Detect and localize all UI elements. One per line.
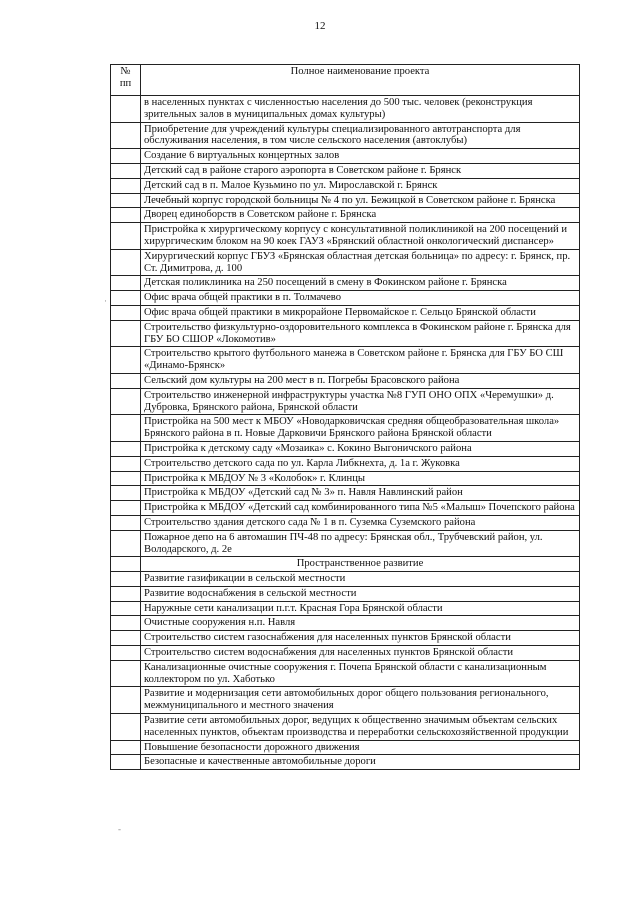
table-row [111, 193, 580, 208]
table-row [111, 208, 580, 223]
table-row [111, 687, 580, 714]
table-row [111, 122, 580, 149]
table-row [111, 456, 580, 471]
row-number-cell [111, 388, 141, 415]
scan-mark: · [104, 296, 107, 306]
project-name: Развитие и модернизация сети автомобильных дорог общего пользования регионального, межмуниципального и местного значения [141, 687, 580, 714]
row-number-cell [111, 586, 141, 601]
table-row [111, 486, 580, 501]
project-table [110, 64, 580, 770]
table-row [111, 149, 580, 164]
row-number-cell [111, 687, 141, 714]
row-number-cell [111, 163, 141, 178]
row-number-cell [111, 572, 141, 587]
row-number-cell [111, 646, 141, 661]
row-number-cell [111, 208, 141, 223]
row-number-cell [111, 193, 141, 208]
table-row [111, 291, 580, 306]
project-name: Строительство физкультурно-оздоровительного комплекса в Фокинском районе г. Брянска для ГБУ БО СШОР «Локомотив» [141, 320, 580, 347]
table-row [111, 373, 580, 388]
project-name: Офис врача общей практики в микрорайоне Первомайское г. Сельцо Брянской области [141, 305, 580, 320]
table-row [111, 347, 580, 374]
project-name: в населенных пунктах с численностью населения до 500 тыс. человек (реконструкция зрительных залов в муниципальных домах культуры) [141, 96, 580, 123]
row-number-cell [111, 96, 141, 123]
table-row [111, 616, 580, 631]
row-number-cell [111, 740, 141, 755]
project-name: Пристройка к МБДОУ «Детский сад № 3» п. Навля Навлинский район [141, 486, 580, 501]
column-header-name: Полное наименование проекта [141, 65, 580, 96]
row-number-cell [111, 149, 141, 164]
table-row [111, 631, 580, 646]
project-name: Повышение безопасности дорожного движения [141, 740, 580, 755]
table-row [111, 320, 580, 347]
row-number-cell [111, 441, 141, 456]
table-header-row [111, 65, 580, 96]
row-number-cell [111, 557, 141, 572]
table-row [111, 530, 580, 557]
project-name: Очистные сооружения н.п. Навля [141, 616, 580, 631]
project-name: Строительство систем водоснабжения для населенных пунктов Брянской области [141, 646, 580, 661]
project-name: Детская поликлиника на 250 посещений в смену в Фокинском районе г. Брянска [141, 276, 580, 291]
row-number-cell [111, 755, 141, 770]
table-row [111, 572, 580, 587]
project-name: Развитие сети автомобильных дорог, ведущих к общественно значимым объектам сельских населенных пунктов, объектам производства и переработки сельскохозяйственной продукции [141, 714, 580, 741]
row-number-cell [111, 456, 141, 471]
row-number-cell [111, 530, 141, 557]
project-name: Детский сад в п. Малое Кузьмино по ул. Мирославской г. Брянск [141, 178, 580, 193]
row-number-cell [111, 320, 141, 347]
scan-mark: - [118, 824, 121, 834]
table-row [111, 755, 580, 770]
project-name: Приобретение для учреждений культуры специализированного автотранспорта для обслуживания населения, в том числе сельского населения (автоклубы) [141, 122, 580, 149]
project-name: Лечебный корпус городской больницы № 4 по ул. Бежицкой в Советском районе г. Брянска [141, 193, 580, 208]
table-body [111, 96, 580, 770]
row-number-cell [111, 276, 141, 291]
project-name: Канализационные очистные сооружения г. Почепа Брянской области с канализационным коллектором по ул. Хаботько [141, 660, 580, 687]
table-row [111, 305, 580, 320]
project-name: Строительство систем газоснабжения для населенных пунктов Брянской области [141, 631, 580, 646]
row-number-cell [111, 373, 141, 388]
project-name: Строительство здания детского сада № 1 в п. Суземка Суземского района [141, 515, 580, 530]
table-row [111, 714, 580, 741]
table-row [111, 601, 580, 616]
project-name: Детский сад в районе старого аэропорта в Советском районе г. Брянск [141, 163, 580, 178]
project-name: Пристройка на 500 мест к МБОУ «Новодарковичская средняя общеобразовательная школа» Брянского района в п. Новые Дарковичи Брянского района Брянской области [141, 415, 580, 442]
row-number-cell [111, 631, 141, 646]
table-row [111, 163, 580, 178]
table-row [111, 441, 580, 456]
table-row [111, 740, 580, 755]
table-row [111, 223, 580, 250]
project-name: Строительство крытого футбольного манежа в Советском районе г. Брянска для ГБУ БО СШ «Динамо-Брянск» [141, 347, 580, 374]
project-name: Строительство инженерной инфраструктуры участка №8 ГУП ОНО ОПХ «Черемушки» д. Дубровка, Брянского района, Брянской области [141, 388, 580, 415]
project-name: Дворец единоборств в Советском районе г. Брянска [141, 208, 580, 223]
table-row [111, 660, 580, 687]
project-name: Пристройка к хирургическому корпусу с консультативной поликлиникой на 200 посещений и хирургическим блоком на 90 коек ГАУЗ «Брянский областной онкологический диспансер» [141, 223, 580, 250]
project-name: Пристройка к МБДОУ «Детский сад комбинированного типа №5 «Малыш» Почепского района [141, 501, 580, 516]
row-number-cell [111, 616, 141, 631]
row-number-cell [111, 486, 141, 501]
row-number-cell [111, 347, 141, 374]
project-name: Создание 6 виртуальных концертных залов [141, 149, 580, 164]
project-name: Развитие газификации в сельской местности [141, 572, 580, 587]
column-header-number [111, 65, 141, 96]
num-label: № пп [119, 66, 132, 89]
row-number-cell [111, 660, 141, 687]
table-row [111, 388, 580, 415]
row-number-cell [111, 601, 141, 616]
row-number-cell [111, 178, 141, 193]
row-number-cell [111, 223, 141, 250]
table-row [111, 471, 580, 486]
project-name: Пристройка к детскому саду «Мозаика» с. Кокино Выгоничского района [141, 441, 580, 456]
row-number-cell [111, 305, 141, 320]
row-number-cell [111, 249, 141, 276]
table-row [111, 178, 580, 193]
project-name: Офис врача общей практики в п. Толмачево [141, 291, 580, 306]
table-row [111, 501, 580, 516]
section-row [111, 557, 580, 572]
table-row [111, 646, 580, 661]
section-title: Пространственное развитие [141, 557, 580, 572]
table-row [111, 276, 580, 291]
row-number-cell [111, 714, 141, 741]
page-number: 12 [314, 20, 326, 32]
project-name: Строительство детского сада по ул. Карла Либкнехта, д. 1а г. Жуковка [141, 456, 580, 471]
table-row [111, 96, 580, 123]
table-row [111, 249, 580, 276]
row-number-cell [111, 501, 141, 516]
table-row [111, 515, 580, 530]
row-number-cell [111, 291, 141, 306]
table-row [111, 415, 580, 442]
project-name: Безопасные и качественные автомобильные дороги [141, 755, 580, 770]
row-number-cell [111, 122, 141, 149]
project-name: Хирургический корпус ГБУЗ «Брянская областная детская больница» по адресу: г. Брянск, пр. Ст. Димитрова, д. 100 [141, 249, 580, 276]
row-number-cell [111, 471, 141, 486]
project-name: Сельский дом культуры на 200 мест в п. Погребы Брасовского района [141, 373, 580, 388]
row-number-cell [111, 415, 141, 442]
project-name: Наружные сети канализации п.г.т. Красная Гора Брянской области [141, 601, 580, 616]
project-name: Пристройка к МБДОУ № 3 «Колобок» г. Клинцы [141, 471, 580, 486]
row-number-cell [111, 515, 141, 530]
table-row [111, 586, 580, 601]
project-name: Развитие водоснабжения в сельской местности [141, 586, 580, 601]
project-name: Пожарное депо на 6 автомашин ПЧ-48 по адресу: Брянская обл., Трубчевский район, ул. Володарского, д. 2е [141, 530, 580, 557]
